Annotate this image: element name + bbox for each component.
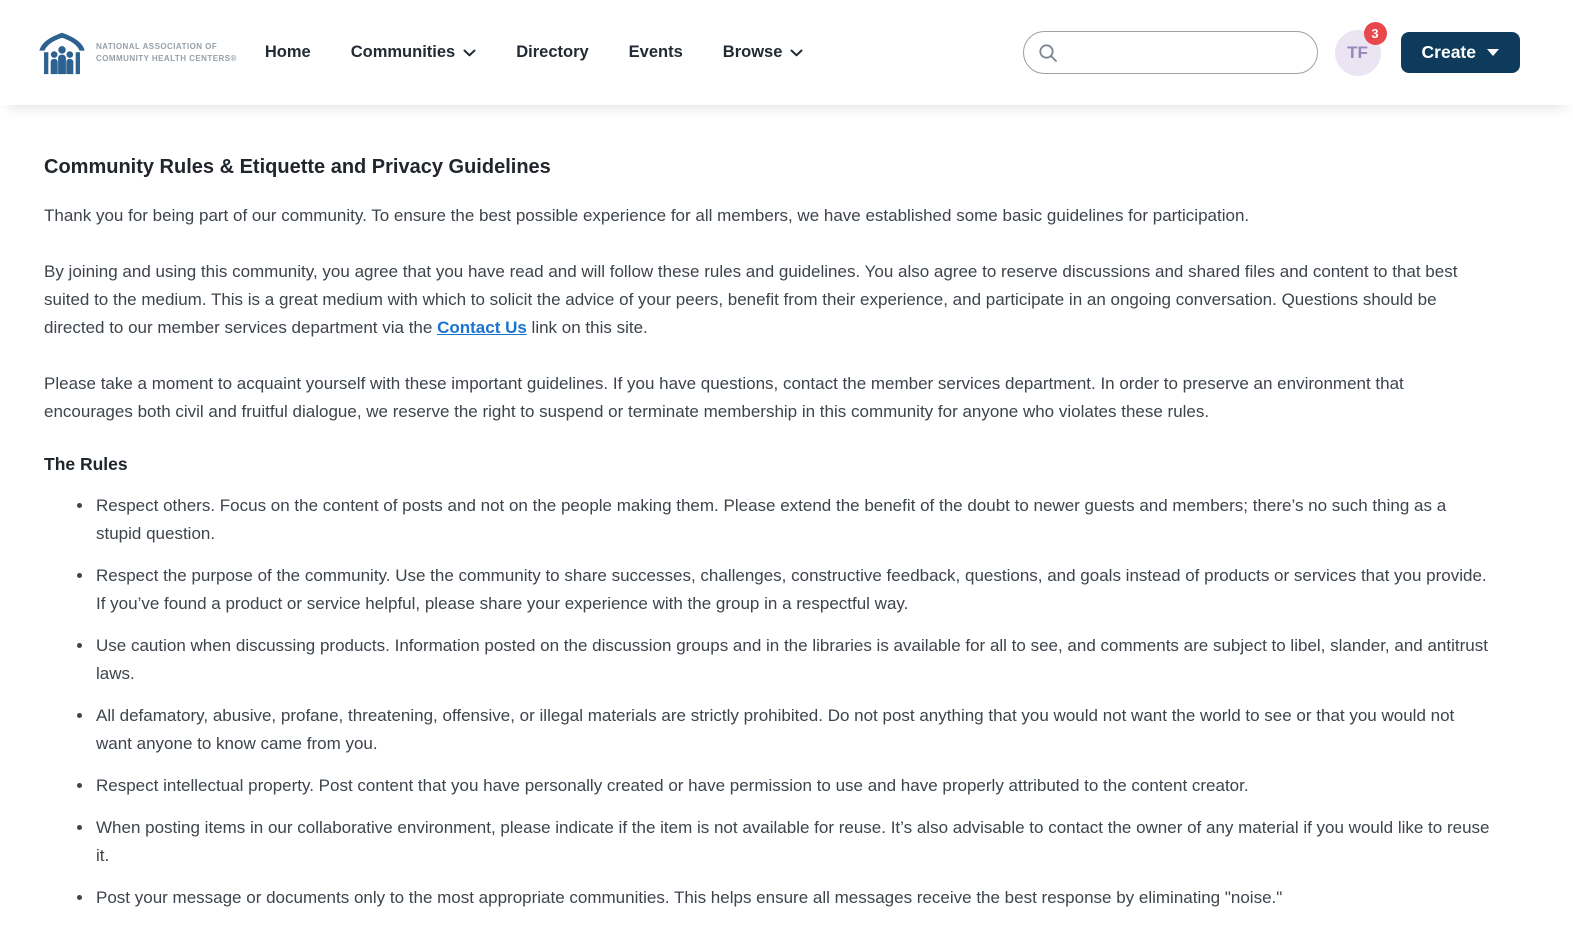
search-input[interactable] [1023,31,1318,74]
avatar-initials: TF [1347,42,1368,62]
nav-label: Home [264,43,311,61]
nachc-house-logo-icon [37,30,87,76]
intro-paragraph-1: Thank you for being part of our community. To ensure the best possible experience for all members, we have established some basic guidelines for participation. [44,206,1250,225]
search-icon [1038,43,1058,63]
paragraph-text: link on this site. [526,318,648,337]
chevron-down-icon [790,49,803,57]
rule-item: • Respect others. Focus on the content of posts and not on the people making them. Please extend the benefit of the doubt to newer guests and members; there’s no such thing as a stupid question. [94,492,1490,548]
chevron-down-icon [463,49,476,57]
rule-item: • Post your message or documents only to the most appropriate communities. This helps ensure all messages receive the best response by eliminating "noise." [94,884,1490,912]
contact-us-link[interactable]: Contact Us [437,318,527,337]
create-button[interactable] [1401,32,1520,73]
nav-item-browse[interactable] [723,43,804,62]
nav-item-communities[interactable] [351,43,477,62]
logo-org-name: NATIONAL ASSOCIATION OF COMMUNITY HEALTH CENTERS® [96,41,237,63]
primary-nav [265,43,804,62]
rule-item: • Use caution when discussing products. Information posted on the discussion groups and in the libraries is available for all to see, and comments are subject to libel, slander, and antitrust laws. [94,632,1490,688]
page-title: Community Rules & Etiquette and Privacy Guidelines [44,156,551,178]
top-navigation-bar [0,0,1573,105]
nav-item-events[interactable] [629,43,683,62]
nav-label: Events [628,43,683,61]
nav-label: Directory [516,43,589,61]
intro-paragraph-2 [44,258,1490,342]
rules-list [44,492,1490,912]
nav-item-home[interactable] [265,43,311,62]
page-content [0,105,1573,946]
create-button-label: Create [1421,42,1476,62]
search-box [1023,31,1318,74]
nachc-logo[interactable] [37,30,237,76]
paragraph-text: By joining and using this community, you agree that you have read and will follow these rules and guidelines. You also agree to reserve discussions and shared files and content to that best suited to the medium. This is a great medium with which to solicit the advice of your peers, benefit from their experience, and participate in an ongoing conversation. Questions should be directed to our member services department via the [44,262,1458,337]
user-avatar[interactable] [1335,25,1381,76]
nav-label: Communities [350,43,456,61]
rule-item: • All defamatory, abusive, profane, threatening, offensive, or illegal materials are strictly prohibited. Do not post anything that you would not want the world to see or that you would not want anyone to know came from you. [94,702,1490,758]
rule-item: • Respect intellectual property. Post content that you have personally created or have permission to use and have properly attributed to the content creator. [94,772,1490,800]
nav-item-directory[interactable] [516,43,588,62]
rule-item: • When posting items in our collaborative environment, please indicate if the item is not available for reuse. It’s also advisable to contact the owner of any material if you would like to reuse it. [94,814,1490,870]
rules-heading: The Rules [44,454,128,474]
caret-down-icon [1487,49,1499,56]
intro-paragraph-3: Please take a moment to acquaint yourself with these important guidelines. If you have questions, contact the member services department. In order to preserve an environment that encourages both civil and fruitful dialogue, we reserve the right to suspend or terminate membership in this community for anyone who violates these rules. [44,374,1404,421]
nav-label: Browse [722,43,783,61]
rule-item: • Respect the purpose of the community. Use the community to share successes, challenges, constructive feedback, questions, and goals instead of products or services that you provide. If you’ve found a product or service helpful, please share your experience with the group in a respectful way. [94,562,1490,618]
notification-badge: 3 [1364,22,1387,45]
